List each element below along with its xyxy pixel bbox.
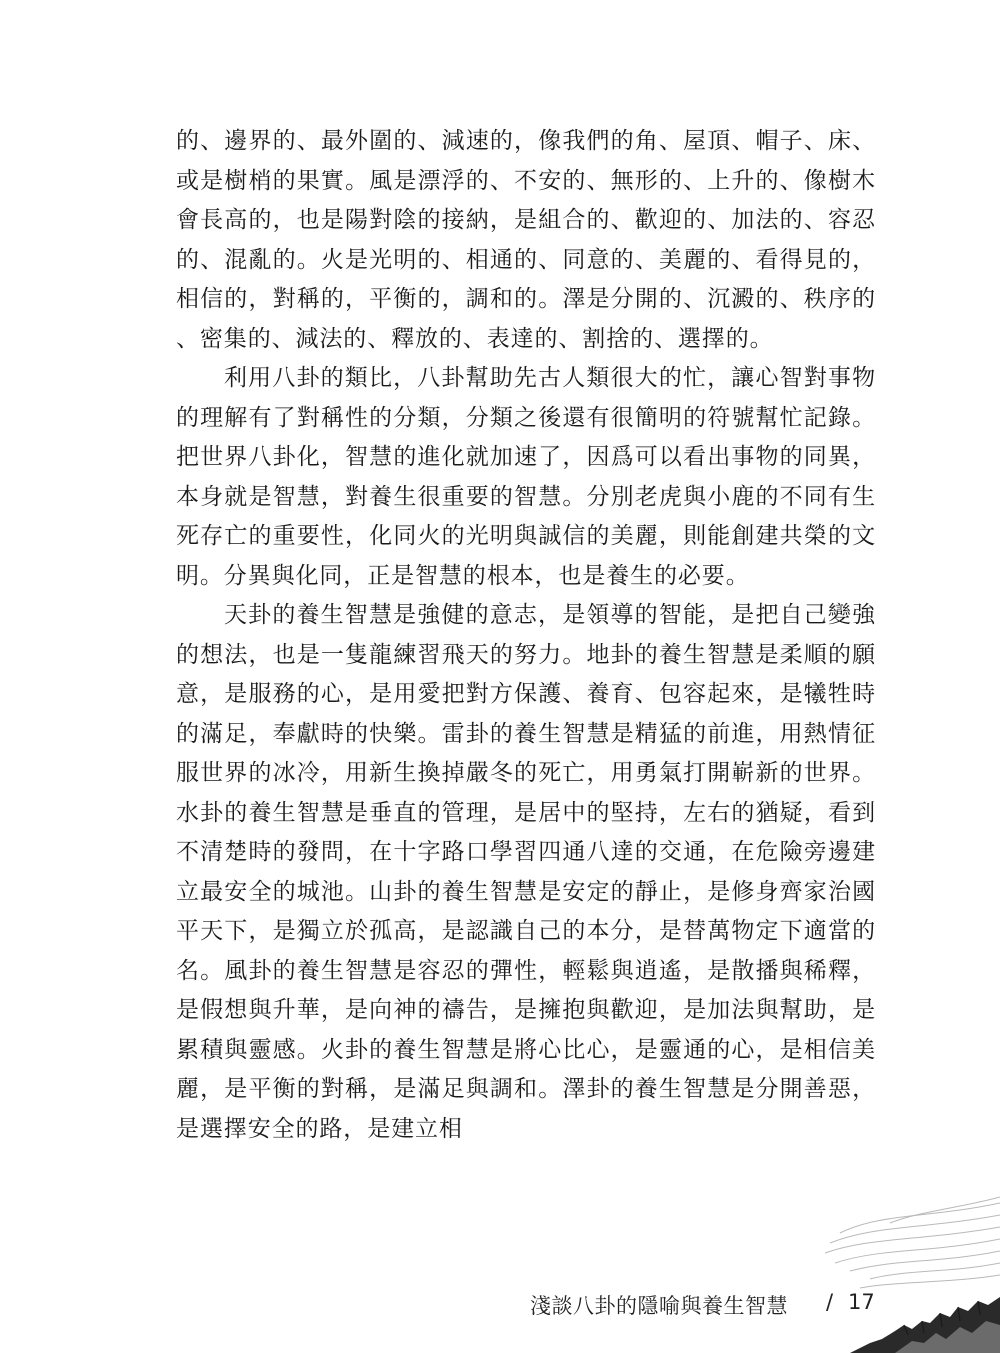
paragraph-1: 的、邊界的、最外圍的、減速的，像我們的角、屋頂、帽子、床、或是樹梢的果實。風是漂浮的、不安的、無形的、上升的、像樹木會長高的，也是陽對陰的接納，是組合的、歡迎的、加法的、容忍的、混亂的。火是光明的、相通的、同意的、美麗的、看得見的，相信的，對稱的，平衡的，調和的。澤是分開的、沉澱的、秩序的、密集的、減法的、釋放的、表達的、割捨的、選擇的。 [176, 128, 876, 352]
page-number: 17 [848, 1290, 875, 1314]
running-footer-title: 淺談八卦的隱喻與養生智慧 [530, 1294, 788, 1318]
page-body [176, 122, 876, 1149]
mountain-landscape-icon [800, 1193, 1000, 1353]
paragraph-2: 利用八卦的類比，八卦幫助先古人類很大的忙，讓心智對事物的理解有了對稱性的分類，分類之後還有很簡明的符號幫忙記錄。把世界八卦化，智慧的進化就加速了，因爲可以看出事物的同異，本身就是智慧，對養生很重要的智慧。分別老虎與小鹿的不同有生死存亡的重要性，化同火的光明與誠信的美麗，則能創建共榮的文明。分異與化同，正是智慧的根本，也是養生的必要。 [176, 365, 876, 589]
paragraph-3: 天卦的養生智慧是強健的意志，是領導的智能，是把自己變強的想法，也是一隻龍練習飛天的努力。地卦的養生智慧是柔順的願意，是服務的心，是用愛把對方保護、養育、包容起來，是犧牲時的滿足，奉獻時的快樂。雷卦的養生智慧是精猛的前進，用熱情征服世界的冰冷，用新生換掉嚴冬的死亡，用勇氣打開嶄新的世界。水卦的養生智慧是垂直的管理，是居中的堅持，左右的猶疑，看到不清楚時的發問，在十字路口學習四通八達的交通，在危險旁邊建立最安全的城池。山卦的養生智慧是安定的靜止，是修身齊家治國平天下，是獨立於孤高，是認識自己的本分，是替萬物定下適當的名。風卦的養生智慧是容忍的彈性，輕鬆與逍遙，是散播與稀釋，是假想與升華，是向神的禱告，是擁抱與歡迎，是加法與幫助，是累積與靈感。火卦的養生智慧是將心比心，是靈通的心，是相信美麗，是平衡的對稱，是滿足與調和。澤卦的養生智慧是分開善惡，是選擇安全的路，是建立相 [176, 602, 876, 1142]
footer-separator: / [826, 1290, 834, 1314]
